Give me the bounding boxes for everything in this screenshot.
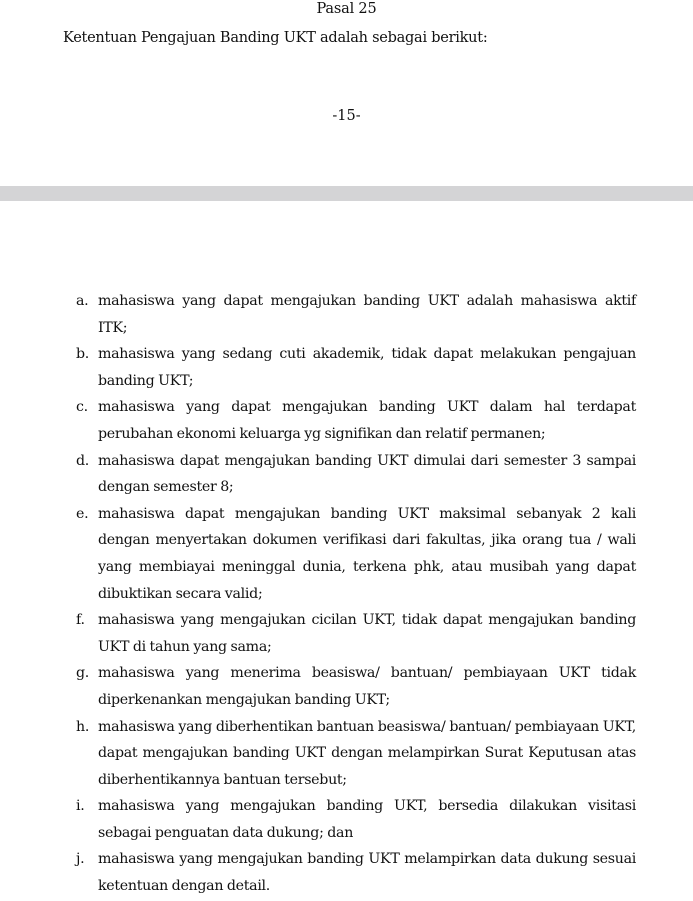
list-item <box>76 448 636 501</box>
list-item <box>76 793 636 846</box>
document-page-16 <box>0 201 693 901</box>
list-marker: i. <box>76 798 85 815</box>
list-item <box>76 288 636 341</box>
list-item-text: mahasiswa yang dapat mengajukan banding UKT dalam hal terdapat perubahan ekonomi keluarga yg signifikan dan relatif permanen; <box>98 399 636 442</box>
list-item <box>76 846 636 899</box>
list-item-text: mahasiswa yang mengajukan banding UKT melampirkan data dukung sesuai ketentuan dengan detail. <box>98 851 636 895</box>
list-item-text: mahasiswa yang diberhentikan bantuan beasiswa/ bantuan/ pembiayaan UKT, dapat mengajukan banding UKT dengan melampirkan Surat Keputusan atas diberhentikannya bantuan tersebut; <box>98 718 636 788</box>
list-marker: c. <box>76 399 88 416</box>
list-item <box>76 714 636 794</box>
list-marker: j. <box>76 851 85 868</box>
article-title: Pasal 25 <box>316 1 377 17</box>
list-item-text: mahasiswa dapat mengajukan banding UKT dimulai dari semester 3 sampai dengan semester 8; <box>98 452 636 496</box>
list-item <box>76 607 636 660</box>
document-page-15 <box>0 0 693 186</box>
list-item-text: mahasiswa yang dapat mengajukan banding UKT adalah mahasiswa aktif ITK; <box>98 293 636 336</box>
list-marker: f. <box>76 612 85 629</box>
list-item <box>76 341 636 394</box>
list-item-text: mahasiswa yang sedang cuti akademik, tidak dapat melakukan pengajuan banding UKT; <box>98 346 636 389</box>
article-intro: Ketentuan Pengajuan Banding UKT adalah sebagai berikut: <box>63 30 488 46</box>
list-marker: a. <box>76 293 89 309</box>
list-item-text: mahasiswa yang mengajukan cicilan UKT, tidak dapat mengajukan banding UKT di tahun yang sama; <box>98 612 636 655</box>
list-marker: h. <box>76 718 90 735</box>
list-marker: b. <box>76 346 89 363</box>
provision-list <box>76 288 636 900</box>
list-item-text: mahasiswa yang menerima beasiswa/ bantuan/ pembiayaan UKT tidak diperkenankan mengajukan banding UKT; <box>98 665 636 708</box>
list-marker: d. <box>76 452 89 469</box>
list-item <box>76 394 636 447</box>
list-item <box>76 501 636 607</box>
list-item <box>76 660 636 713</box>
list-marker: e. <box>76 505 89 522</box>
page-number: -15- <box>332 108 361 124</box>
list-item-text: mahasiswa dapat mengajukan banding UKT maksimal sebanyak 2 kali dengan menyertakan dokumen verifikasi dari fakultas, jika orang tua / wali yang membiayai meninggal dunia, terkena phk, atau musibah yang dapat dibuktikan secara valid; <box>98 505 636 602</box>
list-item-text: mahasiswa yang mengajukan banding UKT, bersedia dilakukan visitasi sebagai penguatan data dukung; dan <box>98 798 636 841</box>
page-separator <box>0 186 693 201</box>
list-marker: g. <box>76 665 89 682</box>
